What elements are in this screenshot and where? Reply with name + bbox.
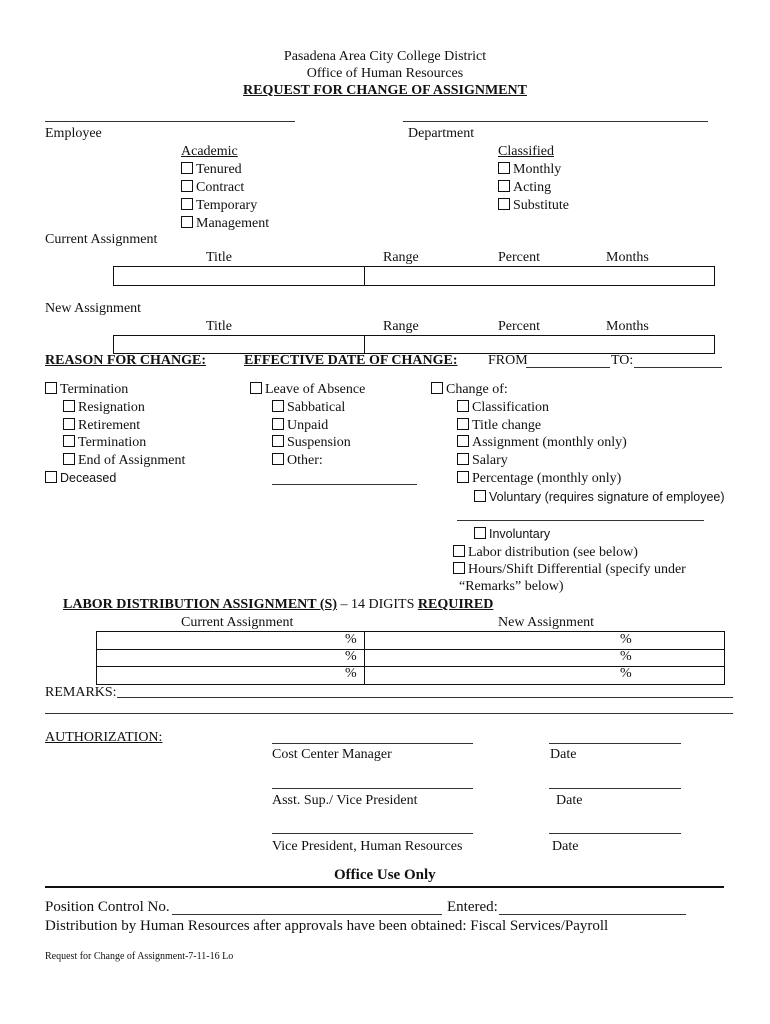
to-line[interactable] [634, 367, 722, 368]
employee-line[interactable] [45, 121, 295, 122]
effective-date-heading: EFFECTIVE DATE OF CHANGE: [244, 353, 458, 368]
checkbox-tenured[interactable]: Tenured [181, 162, 242, 177]
cost-center-signature-line[interactable] [272, 743, 473, 744]
checkbox-involuntary[interactable]: Involuntary [474, 527, 550, 541]
checkbox-labor-distribution[interactable]: Labor distribution (see below) [453, 545, 638, 560]
labor-required: REQUIRED [417, 597, 494, 612]
current-assignment-label: Current Assignment [45, 232, 158, 247]
checkbox-change-of[interactable]: Change of: [431, 382, 508, 397]
voluntary-signature-line[interactable] [457, 520, 704, 521]
checkbox-unpaid[interactable]: Unpaid [272, 418, 328, 433]
current-title-col: Title [206, 250, 232, 265]
checkbox-monthly[interactable]: Monthly [498, 162, 561, 177]
remarks-line-1[interactable] [117, 697, 733, 698]
checkbox-suspension[interactable]: Suspension [272, 435, 351, 450]
office-use-heading: Office Use Only [334, 867, 436, 883]
vp-date-label: Date [556, 793, 583, 808]
checkbox-contract[interactable]: Contract [181, 180, 244, 195]
checkbox-substitute[interactable]: Substitute [498, 198, 569, 213]
labor-current-pct-3[interactable]: % [345, 666, 357, 681]
checkbox-acting[interactable]: Acting [498, 180, 551, 195]
checkbox-other[interactable]: Other: [272, 453, 323, 468]
checkbox-salary[interactable]: Salary [457, 453, 508, 468]
new-title-col: Title [206, 319, 232, 334]
vp-hr-label: Vice President, Human Resources [272, 839, 463, 854]
checkbox-end-of-assignment[interactable]: End of Assignment [63, 453, 185, 468]
current-assignment-box[interactable] [113, 266, 715, 286]
checkbox-retirement[interactable]: Retirement [63, 418, 140, 433]
office-name: Office of Human Resources [306, 66, 464, 81]
current-percent-col: Percent [498, 250, 540, 265]
current-months-col: Months [606, 250, 649, 265]
remarks-line-2[interactable] [45, 713, 733, 714]
checkbox-sabbatical[interactable]: Sabbatical [272, 400, 345, 415]
distribution-note: Distribution by Human Resources after approvals have been obtained: Fiscal Services/Payroll [45, 918, 609, 934]
entered-label: Entered: [447, 899, 498, 915]
labor-current-label: Current Assignment [181, 615, 294, 630]
remarks-note: “Remarks” below) [459, 579, 564, 594]
new-range-col: Range [383, 319, 419, 334]
checkbox-deceased[interactable]: Deceased [45, 471, 116, 485]
department-label: Department [408, 126, 475, 141]
checkbox-classification[interactable]: Classification [457, 400, 549, 415]
office-use-divider [45, 886, 724, 888]
labor-heading: LABOR DISTRIBUTION ASSIGNMENT (S) [63, 597, 337, 612]
reason-heading: REASON FOR CHANGE: [45, 353, 207, 368]
checkbox-percentage[interactable]: Percentage (monthly only) [457, 471, 621, 486]
current-box-divider [364, 267, 365, 285]
checkbox-leave-of-absence[interactable]: Leave of Absence [250, 382, 365, 397]
checkbox-temporary[interactable]: Temporary [181, 198, 257, 213]
vp-hr-signature-line[interactable] [272, 833, 473, 834]
other-line[interactable] [272, 484, 417, 485]
asst-sup-vp-label: Asst. Sup./ Vice President [272, 793, 418, 808]
authorization-label: AUTHORIZATION: [45, 730, 163, 745]
from-line[interactable] [526, 367, 610, 368]
labor-new-pct-1[interactable]: % [620, 632, 632, 647]
checkbox-voluntary[interactable]: Voluntary (requires signature of employee) [474, 490, 725, 504]
labor-new-pct-3[interactable]: % [620, 666, 632, 681]
entered-line[interactable] [499, 914, 686, 915]
from-label: FROM [488, 353, 528, 368]
new-assignment-label: New Assignment [45, 301, 142, 316]
classified-heading: Classified [498, 144, 554, 159]
labor-new-pct-2[interactable]: % [620, 649, 632, 664]
checkbox-hours-shift[interactable]: Hours/Shift Differential (specify under [453, 562, 686, 577]
current-range-col: Range [383, 250, 419, 265]
new-assignment-box[interactable] [113, 335, 715, 354]
vp-hr-date-label: Date [552, 839, 579, 854]
form-footer: Request for Change of Assignment-7-11-16 Lo [45, 951, 234, 962]
new-percent-col: Percent [498, 319, 540, 334]
vp-signature-line[interactable] [272, 788, 473, 789]
labor-col-divider [364, 632, 365, 684]
checkbox-resignation[interactable]: Resignation [63, 400, 145, 415]
labor-current-pct-1[interactable]: % [345, 632, 357, 647]
remarks-label: REMARKS: [45, 685, 117, 700]
checkbox-termination-sub[interactable]: Termination [63, 435, 146, 450]
labor-new-label: New Assignment [498, 615, 595, 630]
form-title: REQUEST FOR CHANGE OF ASSIGNMENT [243, 83, 527, 98]
cost-center-date-line[interactable] [549, 743, 681, 744]
checkbox-termination[interactable]: Termination [45, 382, 128, 397]
to-label: TO: [611, 353, 634, 368]
employee-label: Employee [45, 126, 102, 141]
cost-center-manager-label: Cost Center Manager [272, 747, 392, 762]
labor-current-pct-2[interactable]: % [345, 649, 357, 664]
academic-heading: Academic [181, 144, 238, 159]
checkbox-assignment-monthly[interactable]: Assignment (monthly only) [457, 435, 627, 450]
department-line[interactable] [403, 121, 708, 122]
position-control-label: Position Control No. [45, 899, 170, 915]
new-box-divider [364, 336, 365, 353]
labor-heading-line [63, 598, 493, 612]
labor-digits: – 14 DIGITS [336, 597, 418, 612]
vp-date-line[interactable] [549, 788, 681, 789]
vp-hr-date-line[interactable] [549, 833, 681, 834]
district-name: Pasadena Area City College District [283, 49, 487, 64]
checkbox-management[interactable]: Management [181, 216, 269, 231]
cost-center-date-label: Date [550, 747, 577, 762]
checkbox-title-change[interactable]: Title change [457, 418, 541, 433]
new-months-col: Months [606, 319, 649, 334]
position-control-line[interactable] [172, 914, 442, 915]
